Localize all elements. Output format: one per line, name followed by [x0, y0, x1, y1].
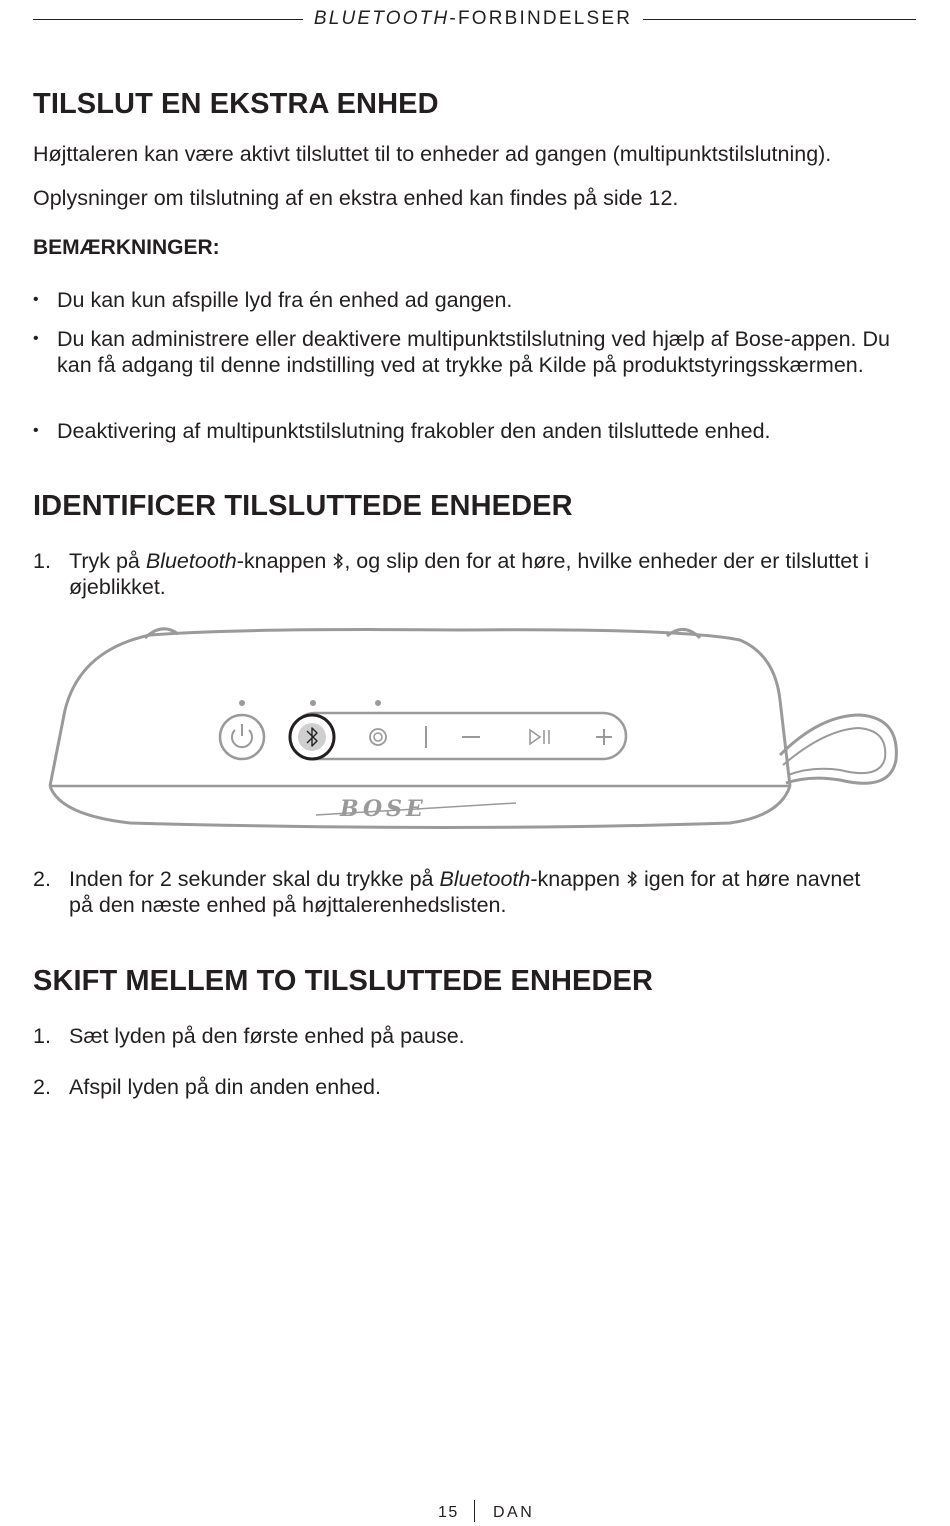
- bose-logo: [316, 796, 516, 822]
- bluetooth-icon: [626, 870, 638, 888]
- speaker-illustration: [40, 620, 910, 840]
- page-header: [33, 6, 916, 34]
- bluetooth-icon: [290, 715, 334, 759]
- page-number: 15: [438, 1504, 459, 1521]
- section-heading-identify: IDENTIFICER TILSLUTTEDE ENHEDER: [33, 490, 573, 522]
- speaker-body: [50, 630, 790, 786]
- bullet-dot: •: [33, 291, 39, 308]
- section-heading-switch: SKIFT MELLEM TO TILSLUTTEDE ENHEDER: [33, 965, 654, 997]
- power-icon: [220, 715, 264, 759]
- header-title: BLUETOOTH-FORBINDELSER: [313, 8, 633, 29]
- language-code: DAN: [493, 1504, 535, 1521]
- section-heading-connect-extra: TILSLUT EN EKSTRA ENHED: [33, 88, 439, 120]
- paragraph-multipoint: Højttaleren kan være aktivt tilsluttet til to enheder ad gangen (multipunktstilslutning).: [33, 142, 832, 166]
- svg-text:BOSE: BOSE: [340, 796, 427, 822]
- footer-divider: [474, 1500, 475, 1522]
- header-rule-right: [643, 19, 916, 20]
- page-footer: [0, 1500, 950, 1526]
- bullet-dot: •: [33, 330, 39, 347]
- notes-label: BEMÆRKNINGER:: [33, 236, 220, 259]
- header-rule-left: [33, 19, 303, 20]
- bluetooth-icon: [332, 552, 344, 570]
- paragraph-see-page: Oplysninger om tilslutning af en ekstra enhed kan findes på side 12.: [33, 186, 679, 210]
- bullet-dot: •: [33, 422, 39, 439]
